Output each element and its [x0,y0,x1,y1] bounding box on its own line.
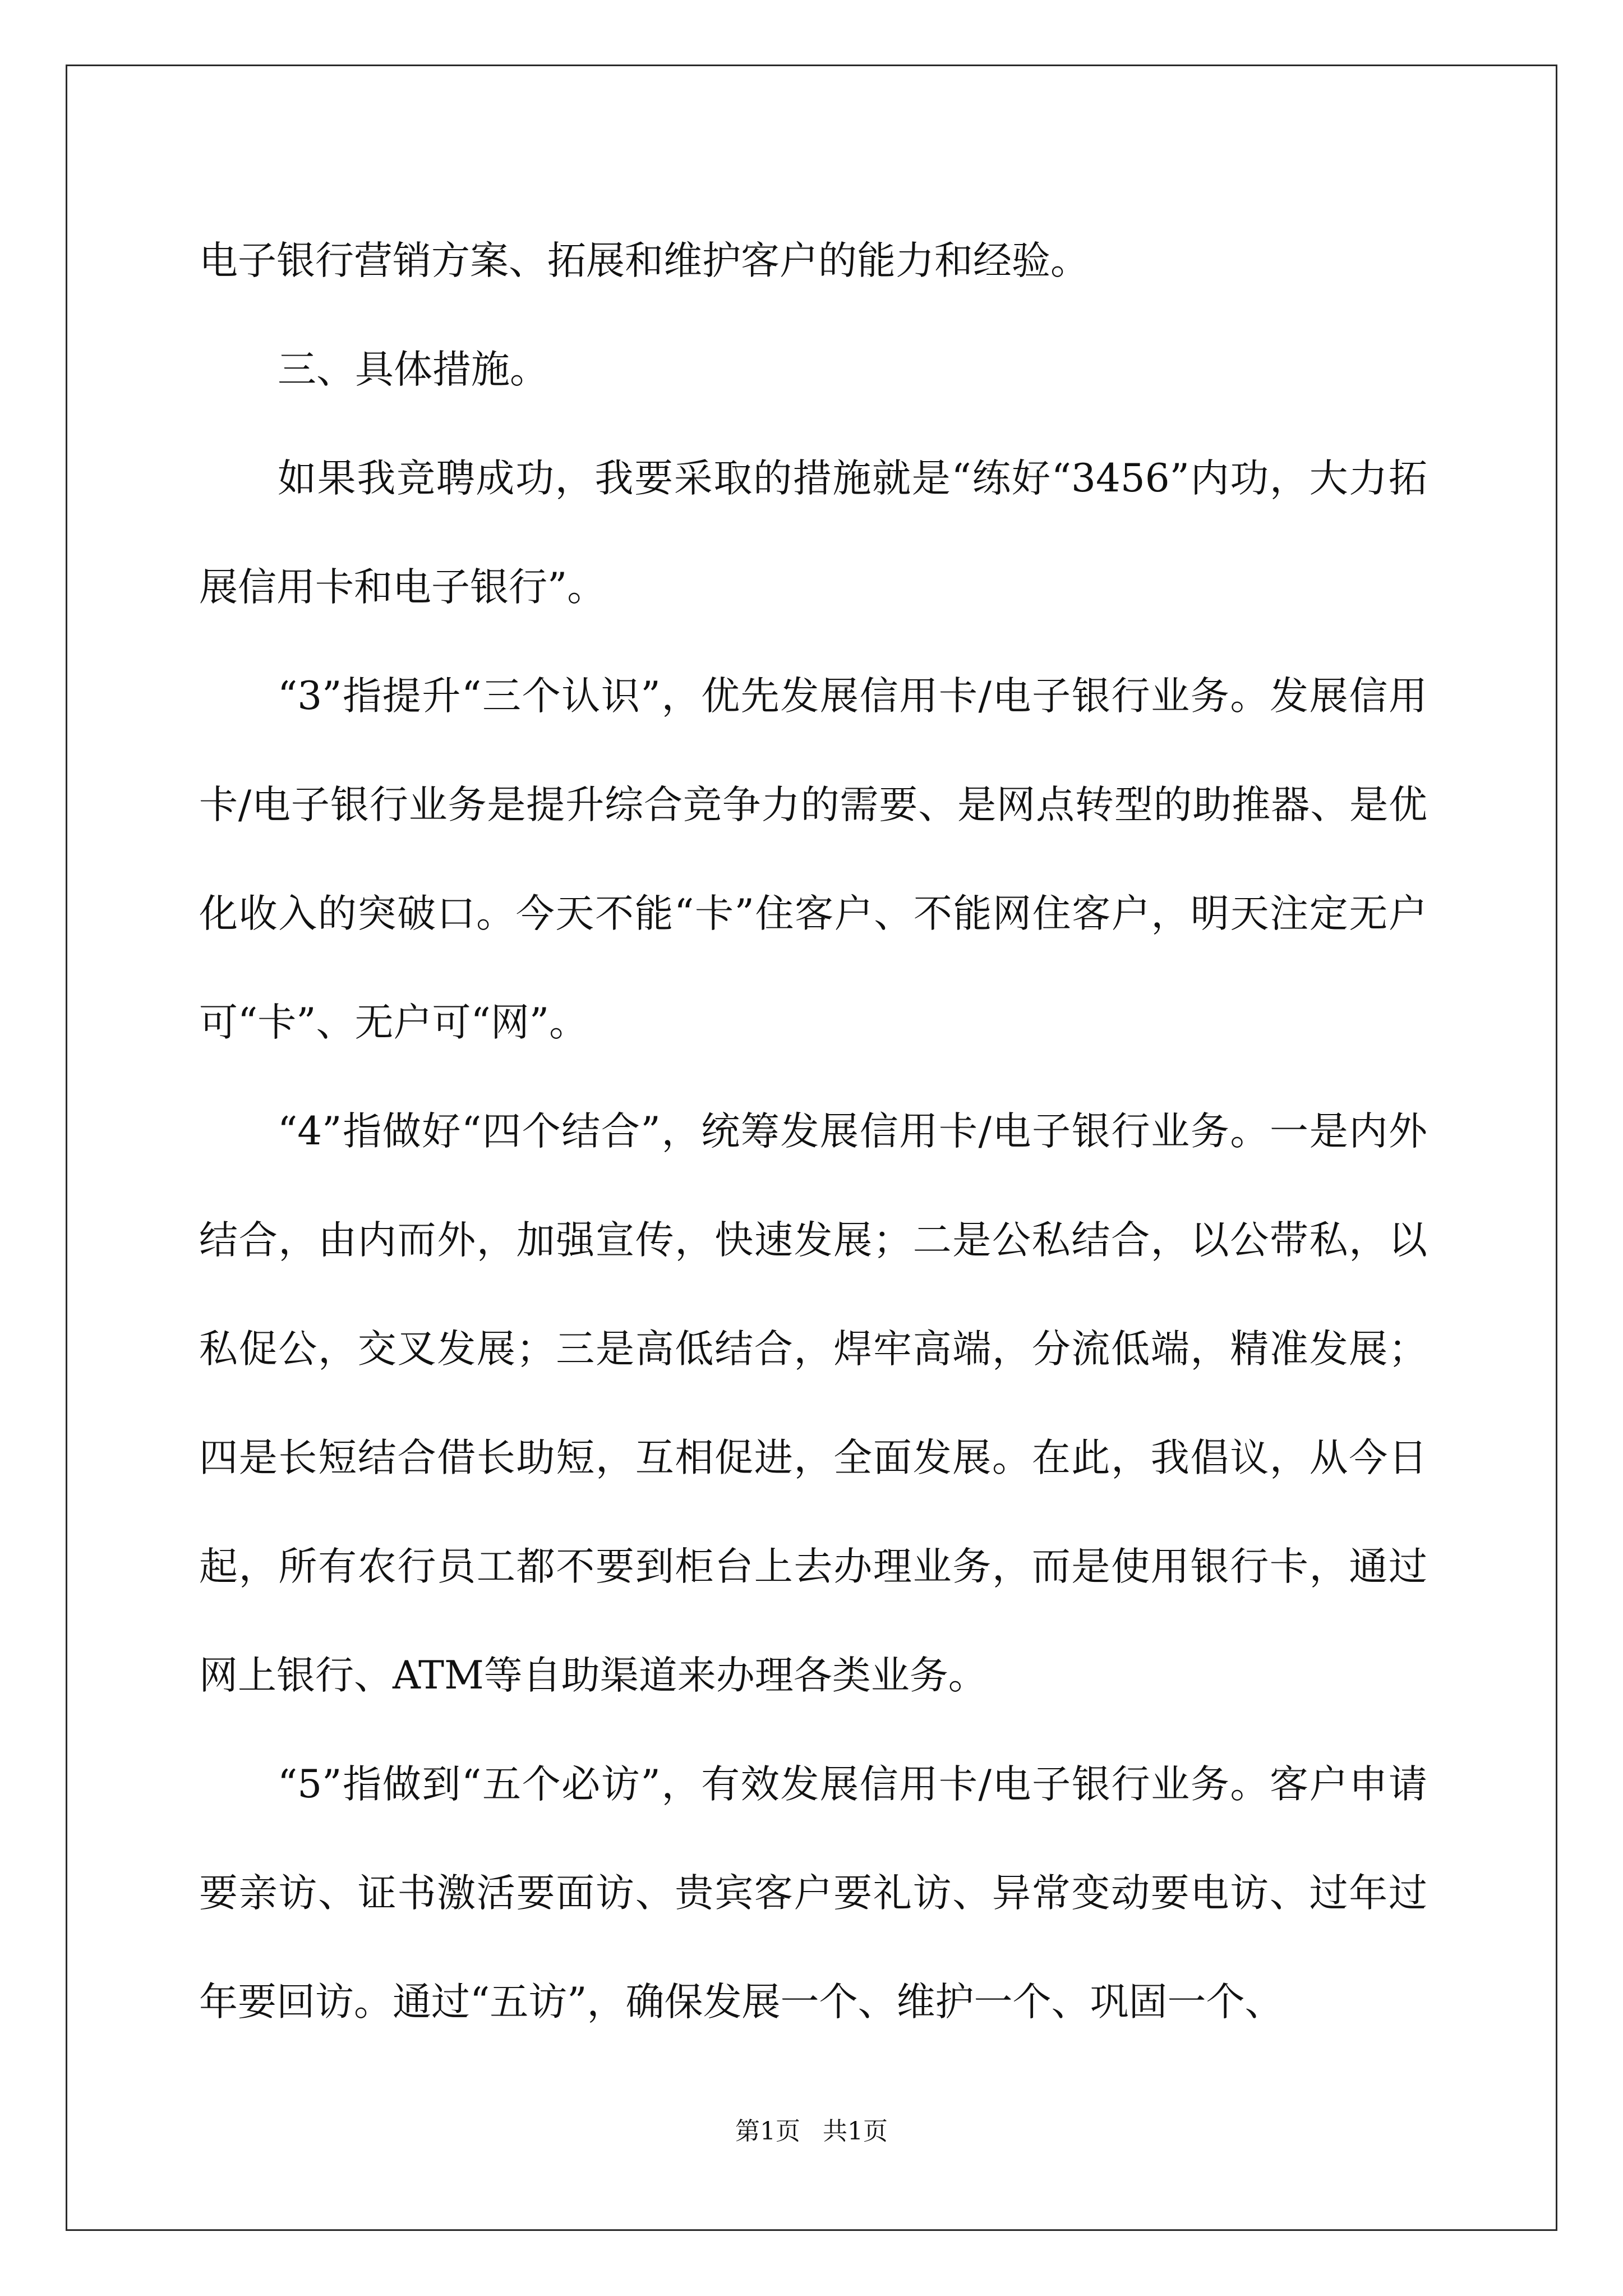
document-body [199,206,1427,2056]
paragraph-4: “3”指提升“三个认识”，优先发展信用卡/电子银行业务。发展信用卡/电子银行业务是提升综合竞争力的需要、是网点转型的助推器、是优化收入的突破口。今天不能“卡”住客户、不能网住客户，明天注定无户可“卡”、无户可“网”。 [199,674,1427,1045]
paragraph-1: 电子银行营销方案、拓展和维护客户的能力和经验。 [199,238,1089,283]
paragraph-3: 如果我竞聘成功，我要采取的措施就是“练好“3456”内功，大力拓展信用卡和电子银行”。 [199,456,1427,610]
paragraph-6: “5”指做到“五个必访”，有效发展信用卡/电子银行业务。客户申请要亲访、证书激活要面访、贵宾客户要礼访、异常变动要电访、过年过年要回访。通过“五访”，确保发展一个、维护一个、巩固一个、 [199,1762,1427,2024]
page-footer [0,2115,1623,2148]
paragraph-5: “4”指做好“四个结合”，统筹发展信用卡/电子银行业务。一是内外结合，由内而外，加强宣传，快速发展；二是公私结合，以公带私，以私促公，交叉发展；三是高低结合，焊牢高端，分流低端，精准发展；四是长短结合借长助短，互相促进，全面发展。在此，我倡议，从今日起，所有农行员工都不要到柜台上去办理业务，而是使用银行卡，通过网上银行、ATM等自助渠道来办理各类业务。 [199,1109,1427,1698]
page-number: 第1页 [735,2117,800,2146]
paragraph-2: 三、具体措施。 [278,347,548,392]
page-total: 共1页 [823,2117,888,2146]
